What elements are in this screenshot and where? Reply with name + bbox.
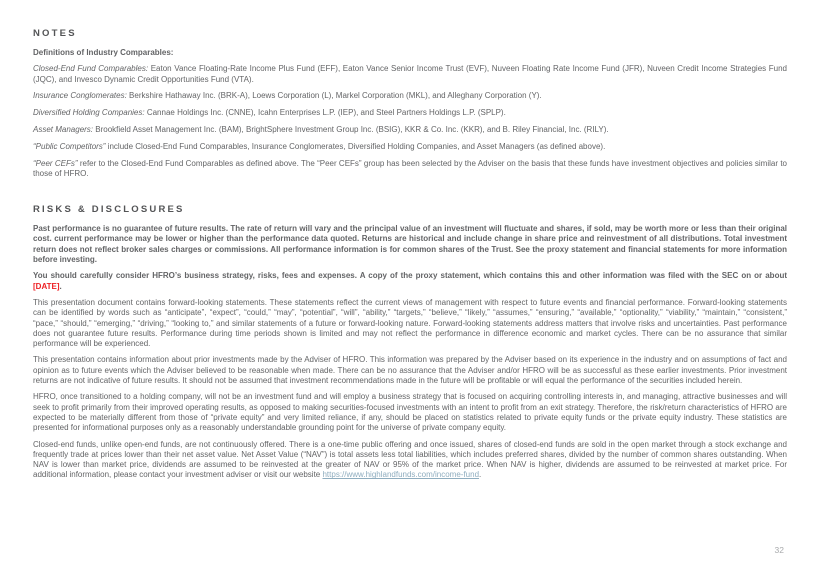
para-consider <box>33 271 787 292</box>
definition-text: Brookfield Asset Management Inc. (BAM), BrightSphere Investment Group Inc. (BSIG), KKR & Co. Inc. (KKR), and B. Riley Financial, Inc. (RILY). <box>93 124 609 134</box>
para-prior-investments: This presentation contains information about prior investments made by the Adviser of HFRO. This information was prepared by the Adviser based on its experience in the industry and on assumptions of fact and opinion as to future events which the Adviser believed to be reasonable when made. There can be no assurance that the Adviser and/or HFRO will be as successful as these earlier investments. Prior investment returns are not indicative of future results. It should not be assumed that investment recommendations made in the future will be profitable or will equal the performance of the securities included herein. <box>33 355 787 386</box>
website-link[interactable]: https://www.highlandfunds.com/income-fund <box>322 470 480 480</box>
definition-peer-cefs <box>33 159 787 180</box>
para-forward-looking: This presentation document contains forward-looking statements. These statements reflect the current views of management with respect to future events and financial performance. Forward-looking statements can be identified by words such as “anticipate”, “expect”, “could,” “may”, “potential”, “will”, “ability,” “targets,” “believe,” “likely,” “assumes,” “ensuring,” “available,” “optionality,” “viability,” “maintain,” “consistent,” “pace,” “should,” “emerging,” “driving,” “looking to,” and similar statements of a future or forward-looking nature. Forward-looking statements address matters that involve risks and uncertainties. Past performance does not guarantee future results. Performance during time periods shown is limited and may not reflect the performance in difference economic and market cycles. There can be no assurance that similar performance will be experienced. <box>33 297 787 349</box>
definition-term: Asset Managers: <box>33 124 94 134</box>
para-past-performance: Past performance is no guarantee of future results. The rate of return will vary and the principal value of an investment will fluctuate and shares, if sold, may be worth more or less than their original cost. current performance may be lower or higher than the performance data quoted. Returns are historical and include change in share price and reinvestment of all distributions. Total investment return does not reflect broker sales charges or commissions. All performance information is for common shares of the Trust. See the proxy statement and financial statements for more information before investing. <box>33 224 787 265</box>
date-placeholder: [DATE] <box>33 281 60 291</box>
definition-text: Berkshire Hathaway Inc. (BRK-A), Loews Corporation (L), Markel Corporation (MKL), and Alleghany Corporation (Y). <box>126 91 542 101</box>
definition-diversified-holding-companies <box>33 108 787 118</box>
definition-term: Diversified Holding Companies: <box>33 108 145 118</box>
definition-term: Closed-End Fund Comparables: <box>33 64 149 74</box>
definition-text: refer to the Closed-End Fund Comparables as defined above. The “Peer CEFs” group has been selected by the Adviser on the basis that these funds have investment objectives and policies similar to those of HFRO. <box>33 158 787 178</box>
notes-subheading: Definitions of Industry Comparables: <box>33 48 174 57</box>
para-holding-company: HFRO, once transitioned to a holding company, will not be an investment fund and will employ a business strategy that is focused on acquiring controlling interests in, and managing, attractive businesses and will seek to profit primarily from their improved operating results, as opposed to making securities-focused investments with an intent to profit from an exit strategy. Therefore, the risk/return characteristics of HFRO are expected to be materially different from those of “private equity” and very limited reliance, if any, should be placed on statistics related to private equity funds or the private equity industry. These statistics are presented for informational purposes only as a reasonably understandable grounding point for the universe of private company equity. <box>33 392 787 433</box>
para-closed-end-period: . <box>479 470 482 480</box>
para-closed-end-text: Closed-end funds, unlike open-end funds, are not continuously offered. There is a one-time public offering and once issued, shares of closed-end funds are sold in the open market through a stock exchange and frequently trade at prices lower than their net asset value. Net Asset Value (“NAV”) is total assets less total liabilities, which includes preferred shares, divided by the number of common shares outstanding. When NAV is lower than market price, dividends are assumed to be reinvested at the greater of NAV or 95% of the market price. When NAV is higher, dividends are assumed to be reinvested at market price. For additional information, please contact your investment adviser or visit our website <box>33 439 787 480</box>
para-consider-period: . <box>59 281 62 291</box>
definition-term: “Public Competitors” <box>33 141 106 151</box>
para-consider-text: You should carefully consider HFRO’s business strategy, risks, fees and expenses. A copy of the proxy statement, which contains this and other information was filed with the SEC on or about <box>33 271 787 281</box>
definition-text: include Closed-End Fund Comparables, Insurance Conglomerates, Diversified Holding Companies, and Asset Managers (as defined above). <box>105 141 606 151</box>
definition-closed-end-fund-comparables <box>33 64 787 85</box>
para-closed-end-funds <box>33 440 787 481</box>
definition-text: Eaton Vance Floating-Rate Income Plus Fund (EFF), Eaton Vance Senior Income Trust (EVF), Nuveen Floating Rate Income Fund (JFR), Nuveen Credit Income Strategies Fund (JQC), and Invesco Dynamic Credit Opportunities Fund (VTA). <box>33 64 788 84</box>
risks-heading: RISKS & DISCLOSURES <box>33 204 185 216</box>
definition-term: Insurance Conglomerates: <box>33 91 127 101</box>
definition-term: “Peer CEFs” <box>33 158 78 168</box>
definition-insurance-conglomerates <box>33 91 787 101</box>
definition-text: Cannae Holdings Inc. (CNNE), Icahn Enterprises L.P. (IEP), and Steel Partners Holdings L.P. (SPLP). <box>144 108 506 118</box>
definition-public-competitors <box>33 142 787 152</box>
page-number: 32 <box>774 545 784 555</box>
definition-asset-managers <box>33 125 787 135</box>
notes-heading: NOTES <box>33 28 77 39</box>
